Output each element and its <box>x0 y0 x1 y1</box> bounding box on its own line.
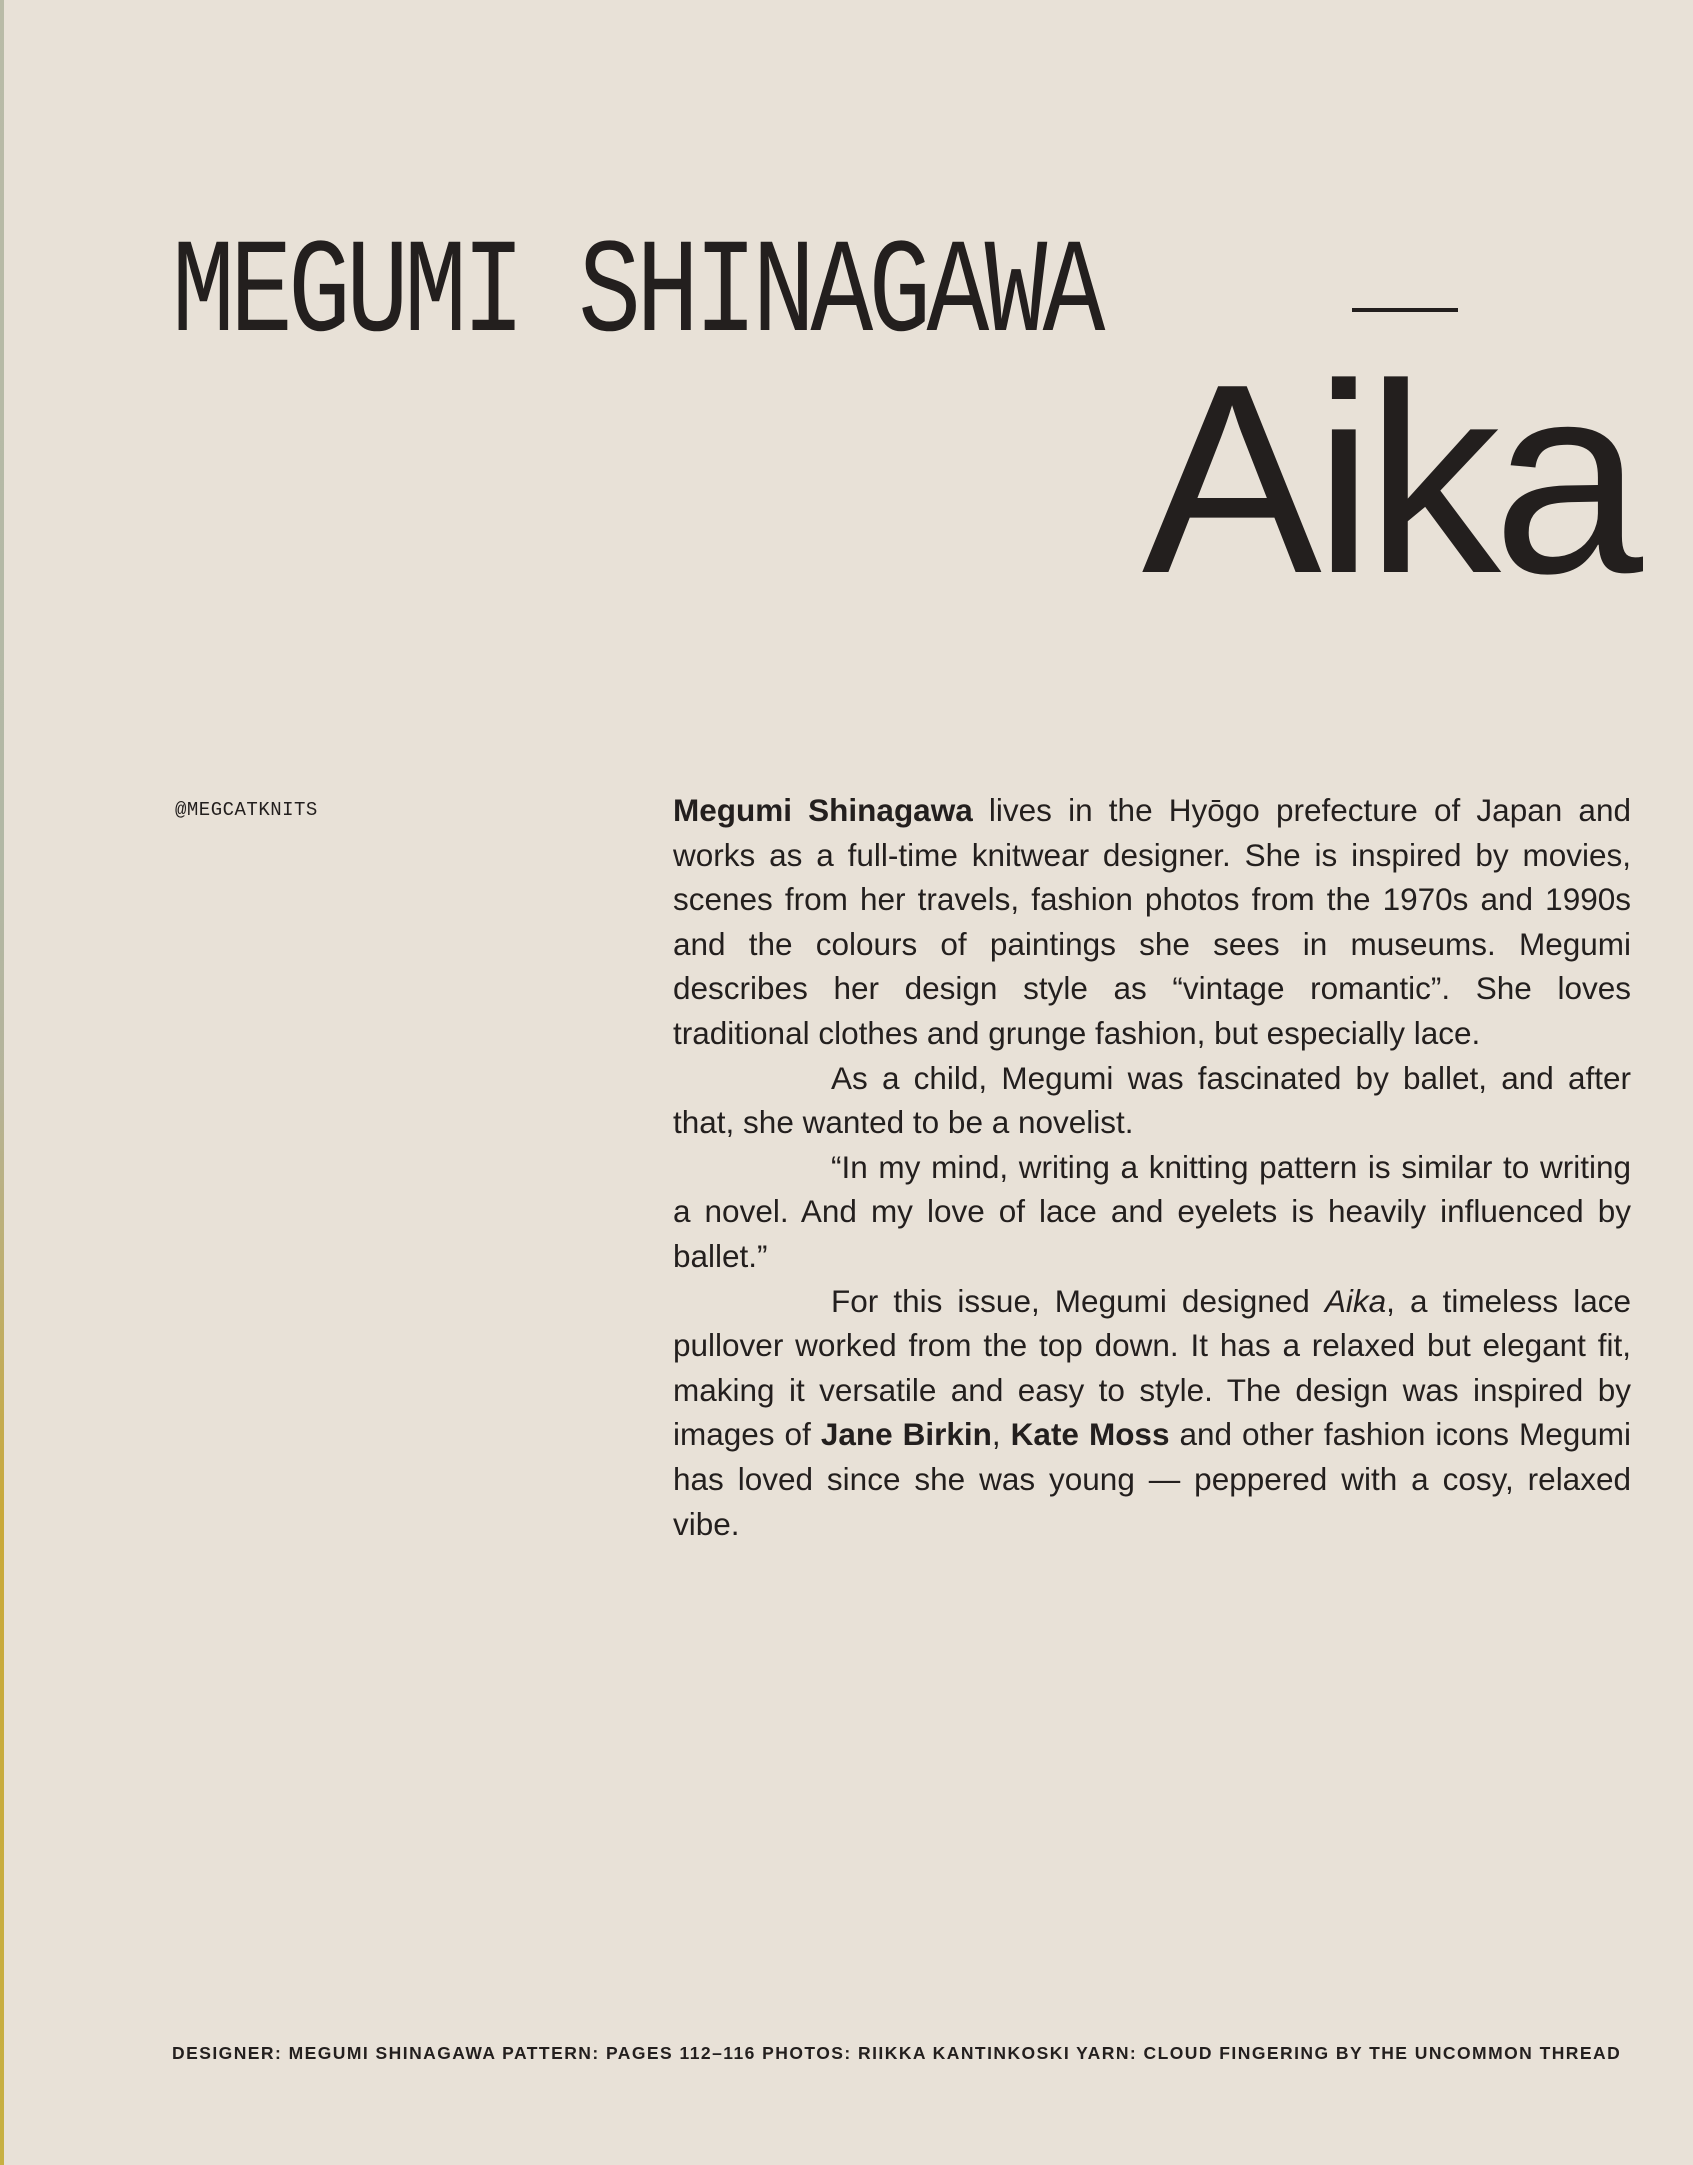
article-paragraph-2: As a child, Megumi was fascinated by ballet, and after that, she wanted to be a novelist. <box>673 1059 1631 1141</box>
paragraph-4-text-c: , <box>991 1416 1011 1453</box>
inspiration-name-1: Jane Birkin <box>820 1416 992 1453</box>
paragraph-4-text-d: and other fashion icons Megumi has loved since she was young — peppered with a cosy, relaxed vibe. <box>673 1416 1632 1542</box>
article-body <box>673 788 1631 1546</box>
designer-name-bold: Megumi Shinagawa <box>673 792 973 828</box>
paragraph-4-text-a: For this issue, Megumi designed <box>831 1282 1325 1319</box>
designer-name-heading: MEGUMI SHINAGAWA <box>172 219 1101 371</box>
credits-line: DESIGNER: MEGUMI SHINAGAWA PATTERN: PAGES 112–116 PHOTOS: RIIKKA KANTINKOSKI YARN: CLOUD FINGERING BY THE UNCOMMON THREAD <box>172 2043 1622 2063</box>
article-paragraph-1 <box>673 788 1631 1056</box>
page-edge-strip <box>0 0 4 2165</box>
article-paragraph-4 <box>673 1279 1631 1547</box>
paragraph-4-text-b: , a timeless lace pullover worked from the top down. It has a relaxed but elegant fit, making it versatile and easy to style. The design was inspired by images of <box>673 1282 1631 1453</box>
article-paragraph-3: “In my mind, writing a knitting pattern is similar to writing a novel. And my love of lace and eyelets is heavily influenced by ballet.” <box>673 1148 1631 1274</box>
paragraph-1-text: lives in the Hyōgo prefecture of Japan and works as a full-time knitwear designer. She is inspired by movies, scenes from her travels, fashion photos from the 1970s and 1990s and the colours of paintings she sees in museums. Megumi describes her design style as “vintage romantic”. She loves traditional clothes and grunge fashion, but especially lace. <box>673 792 1631 1051</box>
design-name-italic: Aika <box>1324 1282 1387 1319</box>
inspiration-name-2: Kate Moss <box>1010 1416 1170 1453</box>
title-dash <box>1352 308 1458 312</box>
instagram-handle: @MEGCATKNITS <box>175 799 318 821</box>
design-title: Aika <box>1141 329 1635 630</box>
